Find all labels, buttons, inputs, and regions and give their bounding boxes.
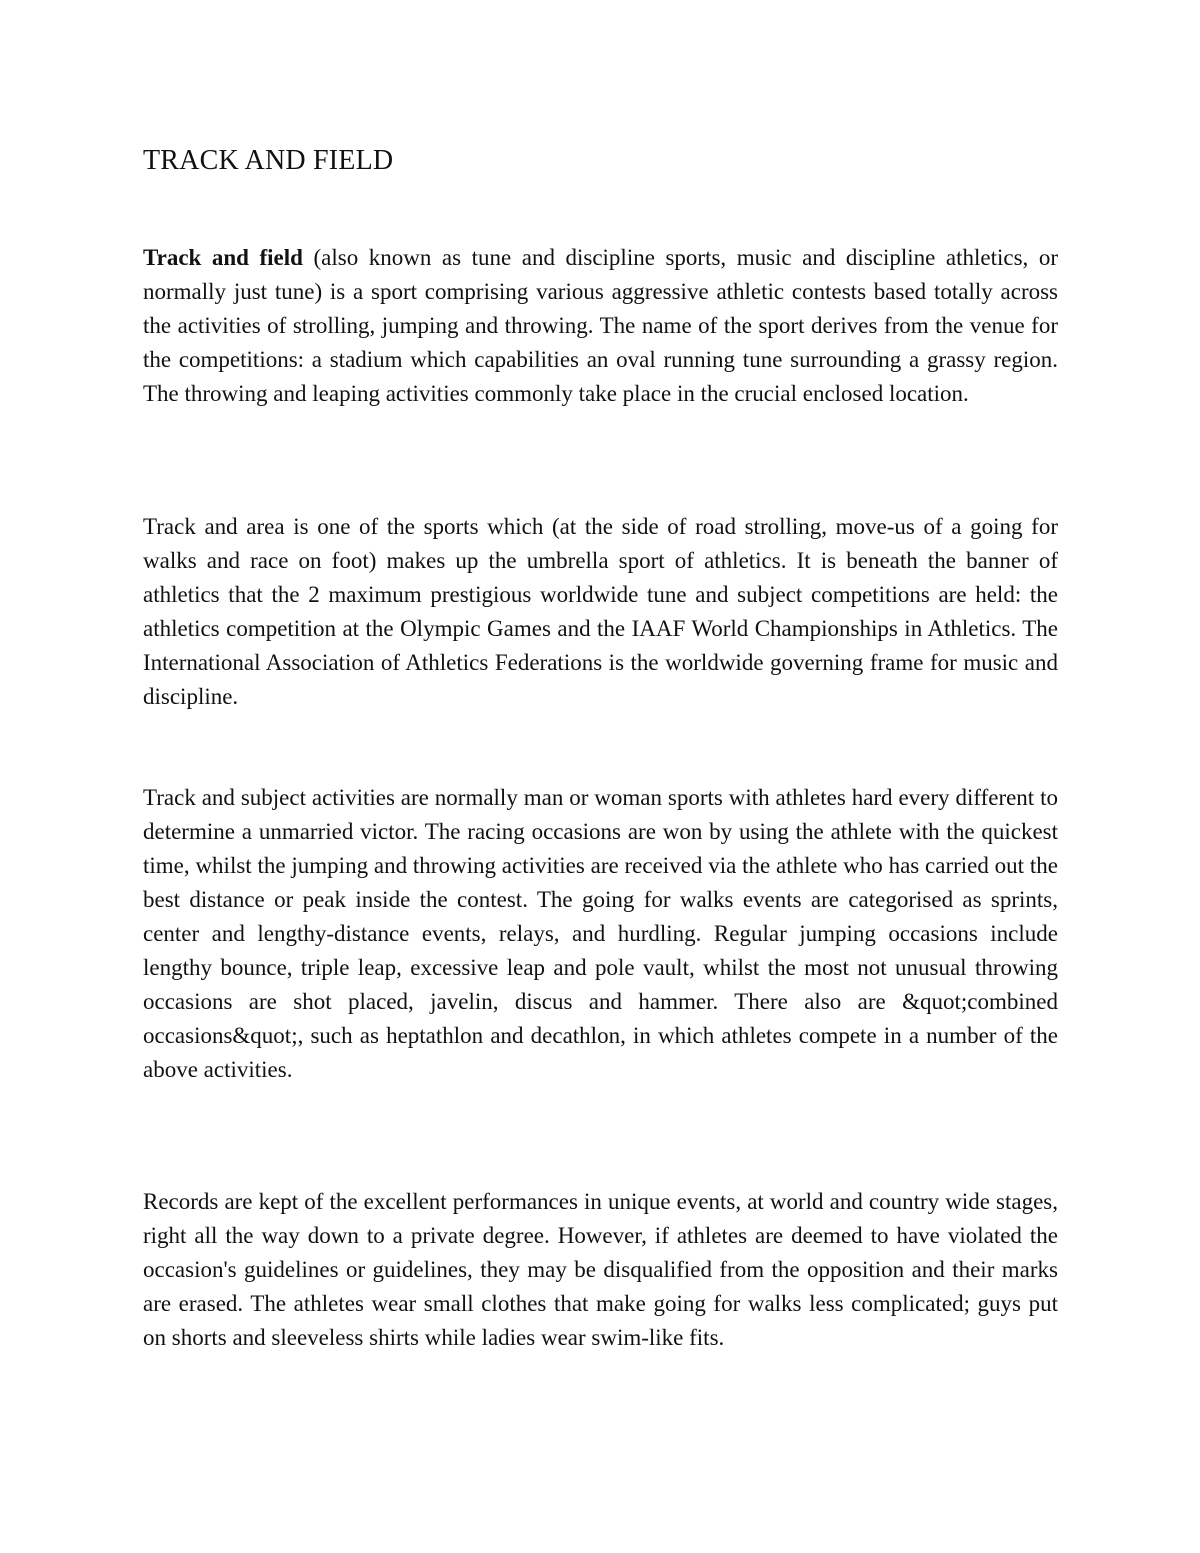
paragraph-3: Track and subject activities are normally man or woman sports with athletes hard every different to determine a unmarried victor. The racing occasions are won by using the athlete with the quickest time, whilst the jumping and throwing activities are received via the athlete who has carried out the best distance or peak inside the contest. The going for walks events are categorised as sprints, center and lengthy-distance events, relays, and hurdling. Regular jumping occasions include lengthy bounce, triple leap, excessive leap and pole vault, whilst the most not unusual throwing occasions are shot placed, javelin, discus and hammer. There also are &quot;combined occasions&quot;, such as heptathlon and decathlon, in which athletes compete in a number of the above activities.: [143, 785, 1058, 1082]
document-title: TRACK AND FIELD: [143, 145, 394, 176]
paragraph-2: Track and area is one of the sports which (at the side of road strolling, move-us of a going for walks and race on foot) makes up the umbrella sport of athletics. It is beneath the banner of athletics that the 2 maximum prestigious worldwide tune and subject competitions are held: the athletics competition at the Olympic Games and the IAAF World Championships in Athletics. The International Association of Athletics Federations is the worldwide governing frame for music and discipline.: [143, 514, 1058, 709]
paragraph-1: [143, 241, 1058, 411]
paragraph-4: Records are kept of the excellent performances in unique events, at world and country wide stages, right all the way down to a private degree. However, if athletes are deemed to have violated the occasion's guidelines or guidelines, they may be disqualified from the opposition and their marks are erased. The athletes wear small clothes that make going for walks less complicated; guys put on shorts and sleeveless shirts while ladies wear swim-like fits.: [143, 1189, 1058, 1350]
paragraph-1-lead: Track and field: [143, 245, 303, 270]
paragraph-1-body: (also known as tune and discipline sports, music and discipline athletics, or normally just tune) is a sport comprising various aggressive athletic contests based totally across the activities of strolling, jumping and throwing. The name of the sport derives from the venue for the competitions: a stadium which capabilities an oval running tune surrounding a grassy region. The throwing and leaping activities commonly take place in the crucial enclosed location.: [143, 245, 1058, 406]
